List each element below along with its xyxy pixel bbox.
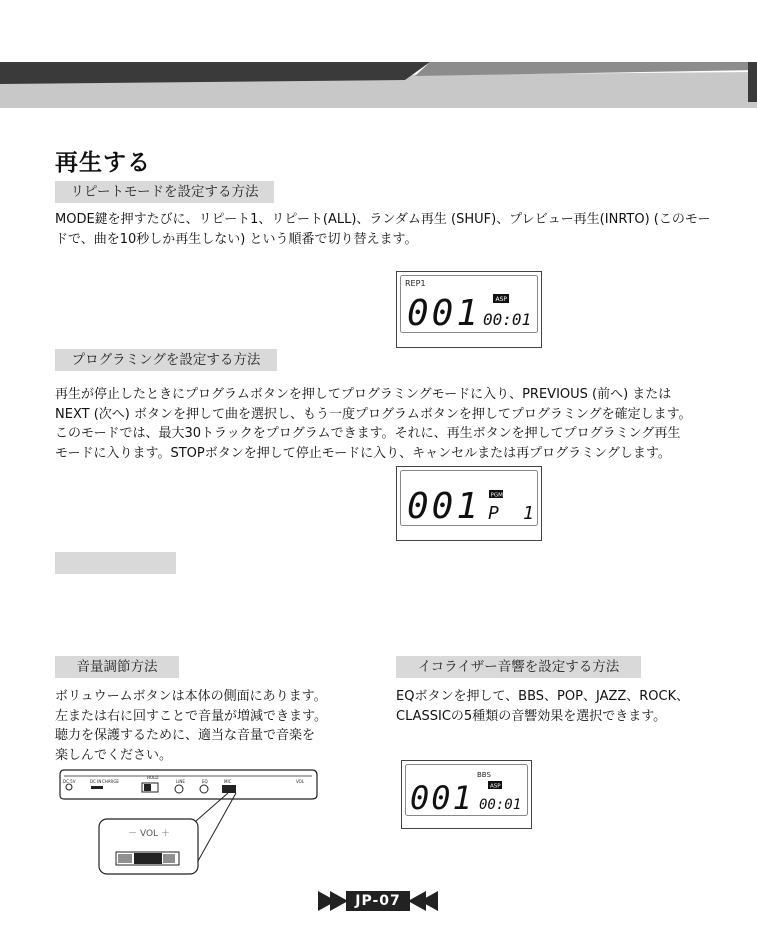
label-dc5v: DC 5V	[63, 779, 76, 784]
lcd-program-badge: PGM	[490, 492, 503, 499]
label-line: LINE	[176, 779, 185, 784]
header-bar	[0, 62, 757, 108]
label-vol: VOL	[296, 779, 305, 784]
label-charge: CHARGE	[102, 779, 119, 784]
lcd-eq-badge: ASP	[490, 783, 501, 790]
lcd-eq	[401, 760, 532, 833]
lcd-program-number: 1	[523, 503, 534, 524]
vol-label: － VOL ＋	[128, 829, 170, 839]
repeat-body: MODE鍵を押すたびに、リピート1、リピート(ALL)、ランダム再生 (SHUF)、プレビュー再生(INRTO) (このモー ドで、曲を10秒しか再生しない) という順番で切り替えます。	[55, 212, 711, 247]
lcd-program-letter: P	[488, 503, 499, 524]
label-eq: EQ	[202, 779, 208, 784]
page-number-marker	[318, 889, 438, 917]
device-side-illustration	[58, 765, 320, 881]
lcd-eq-mode: BBS	[477, 771, 491, 779]
program-body: 再生が停止したときにプログラムボタンを押してプログラミングモードに入り、PREVIOUS (前へ) または NEXT (次へ) ボタンを押して曲を選択し、もう一度プログラムボタンを押してプログラミングを確定します。 このモードでは、最大30トラックをプログラムできます。それに、再生ボタンを押してプログラミング再生 モードに入ります。STOPボタンを押して停止モードに入り、キャンセルまたは再プログラミングします。	[55, 387, 692, 461]
lcd-program-track: 001	[407, 486, 482, 527]
page-title: 再生する	[55, 150, 151, 176]
lcd-program	[396, 466, 542, 545]
lcd-eq-time: 00:01	[479, 797, 522, 813]
lcd-repeat	[396, 271, 542, 352]
lcd-repeat-mode: REP1	[405, 279, 426, 288]
lcd-repeat-track: 001	[407, 293, 482, 334]
lcd-eq-track: 001	[410, 779, 474, 817]
eq-heading: イコライザー音響を設定する方法	[396, 656, 641, 678]
eq-body: EQボタンを押して、BBS、POP、JAZZ、ROCK、 CLASSICの5種類の音響効果を選択できます。	[396, 689, 690, 724]
lcd-repeat-time: 00:01	[483, 310, 532, 329]
lcd-repeat-badge: ASP	[495, 296, 508, 303]
label-hold: HOLD	[147, 775, 159, 780]
blank-heading	[55, 552, 176, 574]
program-heading: プログラミングを設定する方法	[55, 349, 277, 371]
header-bar-graphic	[0, 62, 757, 108]
volume-heading: 音量調節方法	[55, 656, 179, 678]
repeat-heading: リピートモードを設定する方法	[55, 181, 274, 203]
page-number: JP-07	[355, 893, 401, 909]
label-mic: MIC	[224, 779, 232, 784]
label-dcin: DC IN	[90, 779, 102, 784]
volume-body: ボリュウームボタンは本体の側面にあります。 左または右に回すことで音量が増減できます。 聴力を保護するために、適当な音量で音楽を 楽しんでください。	[55, 689, 327, 763]
